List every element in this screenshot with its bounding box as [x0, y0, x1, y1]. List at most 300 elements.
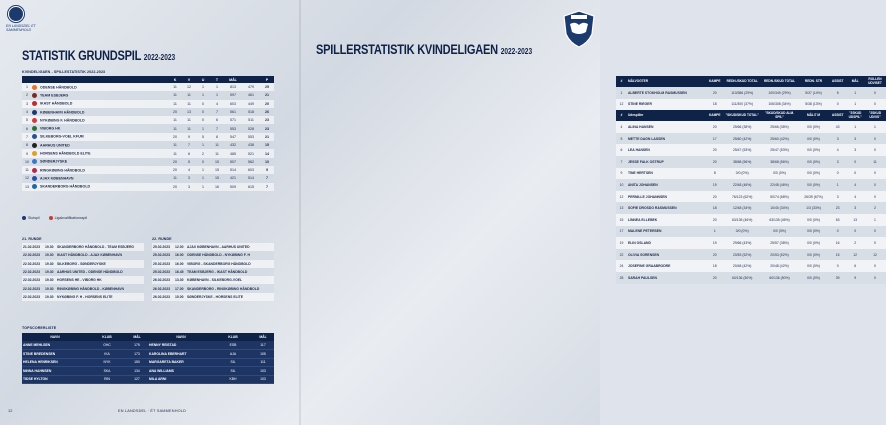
standings-header-cell: K	[168, 76, 182, 83]
draws-cell: 5	[196, 133, 210, 141]
player-stat-cell: 1	[846, 99, 864, 111]
player-stat-cell: 0/0 (0%)	[724, 226, 761, 238]
topscorers-header-cell: NAVN	[22, 333, 88, 341]
scorer-name: KAROLINA EBERHART	[148, 350, 214, 359]
goals-against-cell: 511	[242, 116, 260, 124]
goals-against-cell: 562	[242, 158, 260, 166]
draws-cell: 0	[196, 158, 210, 166]
team-cell	[32, 133, 168, 141]
player-stat-cell: 38/68 (56%)	[724, 156, 761, 168]
player-stat-cell: 3	[846, 144, 864, 156]
player-stats-header-cell: REDN./SKUD TOTAL	[724, 76, 761, 87]
player-stat-cell: 38/68 (56%)	[761, 156, 798, 168]
team-cell	[32, 158, 168, 166]
fixture-row	[152, 284, 274, 292]
player-stat-cell: METTE DAGN LASSEN	[627, 133, 706, 145]
player-stat-cell: 25/60 (42%)	[761, 133, 798, 145]
player-stat-cell: 0	[864, 87, 886, 99]
standings-row	[22, 166, 274, 174]
fieldplayer-row	[616, 249, 886, 261]
scorer-club: NYK	[88, 358, 126, 367]
points-cell: 25	[260, 83, 274, 91]
player-stat-cell: 0/0 (0%)	[798, 226, 829, 238]
rank-cell: 4	[22, 108, 32, 116]
draws-cell: 0	[196, 108, 210, 116]
fixture-row	[22, 268, 144, 276]
fixture-date: 26.02.2023	[152, 284, 174, 292]
fixture-time: 19.30	[44, 251, 56, 259]
player-stat-cell: ALBERTE STOKHOLM RASMUSSEN	[627, 87, 706, 99]
player-stat-cell: ANITA JOHANSEN	[627, 179, 706, 191]
team-crest-icon	[32, 143, 37, 148]
player-stat-cell: 4	[616, 121, 627, 133]
fixture-time: 16.00	[174, 260, 186, 268]
player-stat-cell: 1	[864, 214, 886, 226]
rank-cell: 7	[22, 133, 32, 141]
player-stat-cell: 24	[616, 260, 627, 272]
player-stat-cell: 12	[616, 99, 627, 111]
goals-against-cell: 461	[242, 91, 260, 99]
player-stat-cell: 5/38 (13%)	[798, 99, 829, 111]
rank-cell: 3	[22, 100, 32, 108]
scorer-goals: 103	[252, 375, 274, 384]
games-cell: 20	[168, 108, 182, 116]
player-stat-cell: 0/0 (0%)	[798, 144, 829, 156]
player-stat-cell: JOSEFINE GRAABRODRE	[627, 260, 706, 272]
player-stat-cell: 0/0 (0%)	[798, 249, 829, 261]
player-stats-header-cell: "2SKUD UDVIS"	[864, 110, 886, 121]
goals-against-cell: 528	[242, 124, 260, 132]
scorer-name: ANA WILLIAMS	[148, 367, 214, 376]
scorer-club: SIL	[214, 367, 252, 376]
rank-cell: 11	[22, 166, 32, 174]
wins-cell: 4	[182, 166, 196, 174]
standings-header-row	[22, 76, 274, 83]
player-stat-cell: 12	[864, 249, 886, 261]
team-name: HORSENS HÅNDBOLD ELITE	[40, 151, 91, 156]
fieldplayer-header-row	[616, 110, 886, 121]
points-cell: 7	[260, 183, 274, 191]
player-stat-cell: JESSE FALK OSTRUP	[627, 156, 706, 168]
fieldplayer-row	[616, 156, 886, 168]
player-stat-cell: 25/47 (53%)	[761, 144, 798, 156]
goals-against-cell: 603	[242, 166, 260, 174]
games-cell: 11	[168, 141, 182, 149]
club-crest-icon	[562, 10, 596, 48]
player-stat-cell: 28	[616, 272, 627, 284]
player-stat-cell: 25/60 (42%)	[724, 133, 761, 145]
goals-against-cell: 615	[242, 183, 260, 191]
goalkeeper-row	[616, 99, 886, 111]
player-stat-cell: 0	[864, 144, 886, 156]
scorer-name: TIDSE HYLTON	[22, 375, 88, 384]
player-stat-cell: 26/39 (67%)	[798, 191, 829, 203]
player-stat-cell: 1	[829, 179, 847, 191]
team-cell	[32, 174, 168, 182]
rank-cell: 1	[22, 83, 32, 91]
fixture-date: 26.02.2023	[152, 293, 174, 301]
games-cell: 11	[168, 100, 182, 108]
goals-against-cell: 514	[242, 174, 260, 182]
games-cell: 11	[168, 174, 182, 182]
player-stat-cell: 15	[829, 249, 847, 261]
legend-label: Slutspil	[28, 216, 40, 220]
fixture-match: SØNDERJYSKE - HORSENS ELITE	[186, 293, 274, 301]
goals-against-cell: 518	[242, 108, 260, 116]
player-stat-cell: 76/123 (62%)	[724, 191, 761, 203]
player-stats-header-cell: #	[616, 110, 627, 121]
wins-cell: 12	[182, 83, 196, 91]
player-stat-cell: 60/136 (50%)	[724, 272, 761, 284]
player-stat-cell: 63/135 (46%)	[761, 214, 798, 226]
wins-cell: 11	[182, 124, 196, 132]
team-name: KØBENHAVN HÅNDBOLD	[40, 109, 85, 114]
losses-cell: 1	[210, 91, 224, 99]
games-cell: 11	[168, 149, 182, 157]
player-stat-cell: 10/40 (34%)	[761, 202, 798, 214]
standings-header-cell: U	[196, 76, 210, 83]
player-stat-cell: 0	[864, 133, 886, 145]
fixture-date: 25.02.2023	[152, 268, 174, 276]
fieldplayer-row	[616, 237, 886, 249]
draws-cell: 1	[196, 166, 210, 174]
fieldplayer-row	[616, 121, 886, 133]
title-text: SPILLERSTATISTIK KVINDELIGAEN	[316, 42, 498, 57]
scorer-goals: 111	[252, 358, 274, 367]
player-stat-cell: 50/74 (68%)	[761, 191, 798, 203]
player-stat-cell: 0	[829, 260, 847, 272]
player-stat-cell: 43	[829, 121, 847, 133]
player-stat-cell: 6	[616, 144, 627, 156]
team-crest-icon	[32, 134, 37, 139]
player-stat-cell: 20	[706, 121, 724, 133]
fieldplayer-row	[616, 133, 886, 145]
player-stat-cell: TINE HERTSEN	[627, 168, 706, 180]
points-cell: 14	[260, 149, 274, 157]
scorer-goals: 150	[126, 358, 148, 367]
draws-cell: 0	[196, 116, 210, 124]
player-stats-title	[316, 42, 532, 57]
player-stat-cell: 5/37 (14%)	[798, 87, 829, 99]
player-stat-cell: 0/0 (0%)	[798, 260, 829, 272]
scorer-club: AJA	[214, 350, 252, 359]
player-stat-cell: ELIN OSLAND	[627, 237, 706, 249]
fieldplayer-row	[616, 260, 886, 272]
team-name: RINGKØBING HÅNDBOLD	[40, 168, 85, 173]
topscorers-table	[22, 333, 274, 384]
player-stat-cell: 60/136 (50%)	[761, 272, 798, 284]
team-name: NYKØBING F. HÅNDBOLD	[40, 118, 85, 123]
fixture-time: 19.30	[44, 276, 56, 284]
points-cell: 20	[260, 100, 274, 108]
fixture-row	[22, 260, 144, 268]
team-crest-icon	[32, 93, 37, 98]
player-stats-header-cell: ASSIST	[829, 76, 847, 87]
standings-header-cell	[32, 76, 168, 83]
player-stat-cell: 0	[864, 272, 886, 284]
points-cell: 23	[260, 116, 274, 124]
standings-header-cell: V	[182, 76, 196, 83]
standings-row	[22, 108, 274, 116]
round-22-table	[152, 243, 274, 301]
standings-row	[22, 124, 274, 132]
fixture-match: NYKØBING F. H - HORSENS ELITE	[56, 293, 144, 301]
wins-cell: 11	[182, 91, 196, 99]
fixture-match: IKAST HÅNDBOLD - AJAX KØBENHAVN	[56, 251, 144, 259]
standings-row	[22, 133, 274, 141]
points-cell: 9	[260, 166, 274, 174]
standings-header-cell	[22, 76, 32, 83]
player-stat-cell: 0/0 (0%)	[761, 226, 798, 238]
team-cell	[32, 116, 168, 124]
fixture-date: 25.02.2023	[152, 260, 174, 268]
fixture-match: SILKEBORG - SØNDERJYSKE	[56, 260, 144, 268]
scorer-goals: 134	[126, 367, 148, 376]
goals-for-cell: 485	[224, 149, 242, 157]
goalkeeper-header-row	[616, 76, 886, 87]
losses-cell: 16	[210, 183, 224, 191]
team-cell	[32, 83, 168, 91]
rank-cell: 13	[22, 183, 32, 191]
points-cell: 15	[260, 141, 274, 149]
fixture-row	[152, 260, 274, 268]
player-stats-header-cell: MÅL	[846, 76, 864, 87]
scorer-club: OHC	[88, 341, 126, 350]
player-stat-cell: 23	[829, 202, 847, 214]
topscorer-row	[22, 341, 274, 350]
losses-cell: 6	[210, 116, 224, 124]
legend-item-playoff	[22, 216, 40, 220]
games-cell: 11	[168, 116, 182, 124]
player-stat-cell: LINNEA ELLEBEK	[627, 214, 706, 226]
player-stat-cell: 19	[616, 237, 627, 249]
player-stat-cell: 2	[864, 202, 886, 214]
player-stat-cell: 3	[846, 133, 864, 145]
player-stat-cell: 0	[846, 168, 864, 180]
player-stat-cell: 3	[846, 202, 864, 214]
losses-cell: 15	[210, 174, 224, 182]
rank-cell: 2	[22, 91, 32, 99]
player-stat-cell: 18	[706, 202, 724, 214]
player-stat-cell: 20	[706, 191, 724, 203]
player-stats-header-cell: ASSIST	[829, 110, 847, 121]
losses-cell: 11	[210, 141, 224, 149]
team-cell	[32, 100, 168, 108]
standings-row	[22, 100, 274, 108]
round-22-label: 22. RUNDE	[152, 237, 172, 241]
topscorers-header-row	[22, 333, 274, 341]
player-stat-cell: 20	[706, 87, 724, 99]
fixture-time: 19.30	[44, 284, 56, 292]
player-stat-cell: 0	[864, 99, 886, 111]
fixture-row	[22, 276, 144, 284]
scorer-name: MARGARETA BAKER	[148, 358, 214, 367]
fixture-row	[152, 293, 274, 301]
scorer-club: KBH	[214, 375, 252, 384]
player-stat-cell: PERNILLE JOHANNSEN	[627, 191, 706, 203]
player-stat-cell: 1/3 (33%)	[798, 202, 829, 214]
player-stat-cell: 20/53 (52%)	[724, 249, 761, 261]
fixture-row	[22, 284, 144, 292]
fixture-match: SKANDERBORG - RINGKØBING HÅNDBOLD	[186, 284, 274, 292]
fixture-date: 22.02.2023	[22, 293, 44, 301]
player-stats-header-cell: REDN. STR	[798, 76, 829, 87]
player-stat-cell: 12	[616, 191, 627, 203]
standings-row	[22, 141, 274, 149]
losses-cell: 15	[210, 166, 224, 174]
player-stat-cell: 0	[846, 226, 864, 238]
losses-cell: 7	[210, 108, 224, 116]
player-stat-cell: 4	[846, 179, 864, 191]
player-stat-cell: 0	[864, 191, 886, 203]
player-stat-cell: 110/386 (29%)	[724, 87, 761, 99]
player-stat-cell: LEA HANSEN	[627, 144, 706, 156]
standings-header-cell: P	[260, 76, 274, 83]
goals-for-cell: 514	[224, 166, 242, 174]
player-stat-cell: 4	[829, 144, 847, 156]
goals-for-cell: 597	[224, 91, 242, 99]
player-stats-header-cell: "SKUD/SKUD TOTAL"	[724, 110, 761, 121]
fieldplayer-row	[616, 144, 886, 156]
player-stat-cell: 16	[829, 237, 847, 249]
games-cell: 11	[168, 124, 182, 132]
player-stat-cell: 9	[616, 168, 627, 180]
left-page	[0, 0, 300, 425]
player-stat-cell: 10	[616, 179, 627, 191]
team-crest-icon	[32, 118, 37, 123]
goals-for-cell: 571	[224, 116, 242, 124]
fixture-time: 19.30	[44, 243, 56, 251]
player-stat-cell: 5	[616, 133, 627, 145]
team-name: ODENSE HÅNDBOLD	[40, 85, 77, 90]
player-stat-cell: 25/66 (38%)	[724, 121, 761, 133]
legend-dot	[22, 216, 26, 220]
losses-cell: 15	[210, 158, 224, 166]
fieldplayer-row	[616, 272, 886, 284]
fixture-date: 21.02.2023	[22, 243, 44, 251]
team-crest-icon	[32, 110, 37, 115]
player-stat-cell: 1	[864, 121, 886, 133]
topscorer-row	[22, 358, 274, 367]
team-name: IKAST HÅNDBOLD	[40, 101, 73, 106]
wins-cell: 3	[182, 174, 196, 182]
team-cell	[32, 149, 168, 157]
player-stat-cell: 0/0 (0%)	[798, 214, 829, 226]
footer-tagline: EN LANDSDEL · ÉT SAMMENHOLD	[118, 409, 187, 413]
goals-against-cell: 521	[242, 149, 260, 157]
goals-for-cell: 813	[224, 83, 242, 91]
player-stat-cell: 20/53 (52%)	[761, 249, 798, 261]
player-stat-cell: 22/48 (46%)	[724, 179, 761, 191]
scorer-goals: 175	[126, 341, 148, 350]
fixture-row	[22, 243, 144, 251]
fixture-match: HORSENS HE - VIBORG HK	[56, 276, 144, 284]
team-crest-icon	[32, 176, 37, 181]
player-stat-cell: 19	[706, 179, 724, 191]
standings-table	[22, 76, 274, 191]
player-stats-header-cell: #	[616, 76, 627, 87]
player-stat-cell: 11	[864, 156, 886, 168]
player-stat-cell: 7	[616, 156, 627, 168]
player-stat-cell: 0/0 (0%)	[798, 272, 829, 284]
team-cell	[32, 183, 168, 191]
player-stat-cell: 22	[616, 249, 627, 261]
fieldplayer-row	[616, 179, 886, 191]
player-stat-cell: 0/0 (0%)	[761, 168, 798, 180]
round-21-table	[22, 243, 144, 301]
player-stat-cell: 17	[616, 226, 627, 238]
fixture-match: SKANDERBORG HÅNDBOLD - TEAM ESBJERG	[56, 243, 144, 251]
right-page	[300, 0, 882, 425]
fixture-time: 16.00	[174, 251, 186, 259]
draws-cell: 1	[196, 124, 210, 132]
player-stat-cell: 100/349 (29%)	[761, 87, 798, 99]
fixture-match: KØBENHAVN - SILKEBORG-VOEL	[186, 276, 274, 284]
fieldplayer-row	[616, 226, 886, 238]
player-stats-header-cell: "2SKUD UDSPIL"	[846, 110, 864, 121]
fixture-row	[152, 268, 274, 276]
title-year: 2022-2023	[500, 47, 533, 56]
standings-row	[22, 91, 274, 99]
scorer-name: NINNA HAHNSEN	[22, 367, 88, 376]
fixture-match: VIBORG - SKANDERBORG HÅNDBOLD	[186, 260, 274, 268]
goals-for-cell: 561	[224, 108, 242, 116]
rank-cell: 5	[22, 116, 32, 124]
topscorer-row	[22, 350, 274, 359]
player-stat-cell: 0	[829, 226, 847, 238]
points-cell: 26	[260, 108, 274, 116]
points-cell: 21	[260, 91, 274, 99]
player-stat-cell: 3	[829, 156, 847, 168]
standings-legend	[22, 216, 87, 220]
games-cell: 20	[168, 158, 182, 166]
wins-cell: 11	[182, 116, 196, 124]
player-stat-cell: 63	[829, 214, 847, 226]
team-name: AJAX KØBENHAVN	[40, 176, 74, 181]
fixture-match: RINGKØBING HÅNDBOLD - KØBENHAVN	[56, 284, 144, 292]
title-year: 2022-2023	[143, 53, 176, 62]
topscorers-header-cell: KLUB	[88, 333, 126, 341]
player-stats-header-cell: KAMPE	[706, 76, 724, 87]
player-stat-cell: 13	[846, 214, 864, 226]
player-stat-cell: 2	[846, 237, 864, 249]
player-stat-cell: 19	[706, 237, 724, 249]
standings-header-cell: T	[210, 76, 224, 83]
player-stat-cell: 20	[706, 156, 724, 168]
player-stat-cell: 0/0 (0%)	[798, 168, 829, 180]
player-stat-cell: 0	[864, 168, 886, 180]
player-stat-cell: 8	[706, 168, 724, 180]
player-stat-cell: ALINA HANSEN	[627, 121, 706, 133]
player-stats-header-cell: "SKUD/SKUD ALM. SPIL"	[761, 110, 798, 121]
team-name: SKANDERBORG HÅNDBOLD	[40, 184, 91, 189]
player-stat-cell: 0/0 (0%)	[724, 168, 761, 180]
team-cell	[32, 124, 168, 132]
scorer-goals: 117	[252, 341, 274, 350]
team-name: VIBORG HK	[40, 126, 61, 131]
standings-row	[22, 149, 274, 157]
standings-row	[22, 83, 274, 91]
player-stat-cell: 20	[706, 214, 724, 226]
player-stat-cell: 106/308 (34%)	[761, 99, 798, 111]
topscorers-header-cell: MÅL	[126, 333, 148, 341]
scorer-club: SKA	[88, 367, 126, 376]
team-crest-icon	[32, 184, 37, 189]
team-name: AARHUS UNITED	[40, 143, 70, 148]
player-stats-header-cell: REDN./SKUD TOTAL	[761, 76, 798, 87]
standings-row	[22, 183, 274, 191]
page-title	[22, 48, 175, 63]
